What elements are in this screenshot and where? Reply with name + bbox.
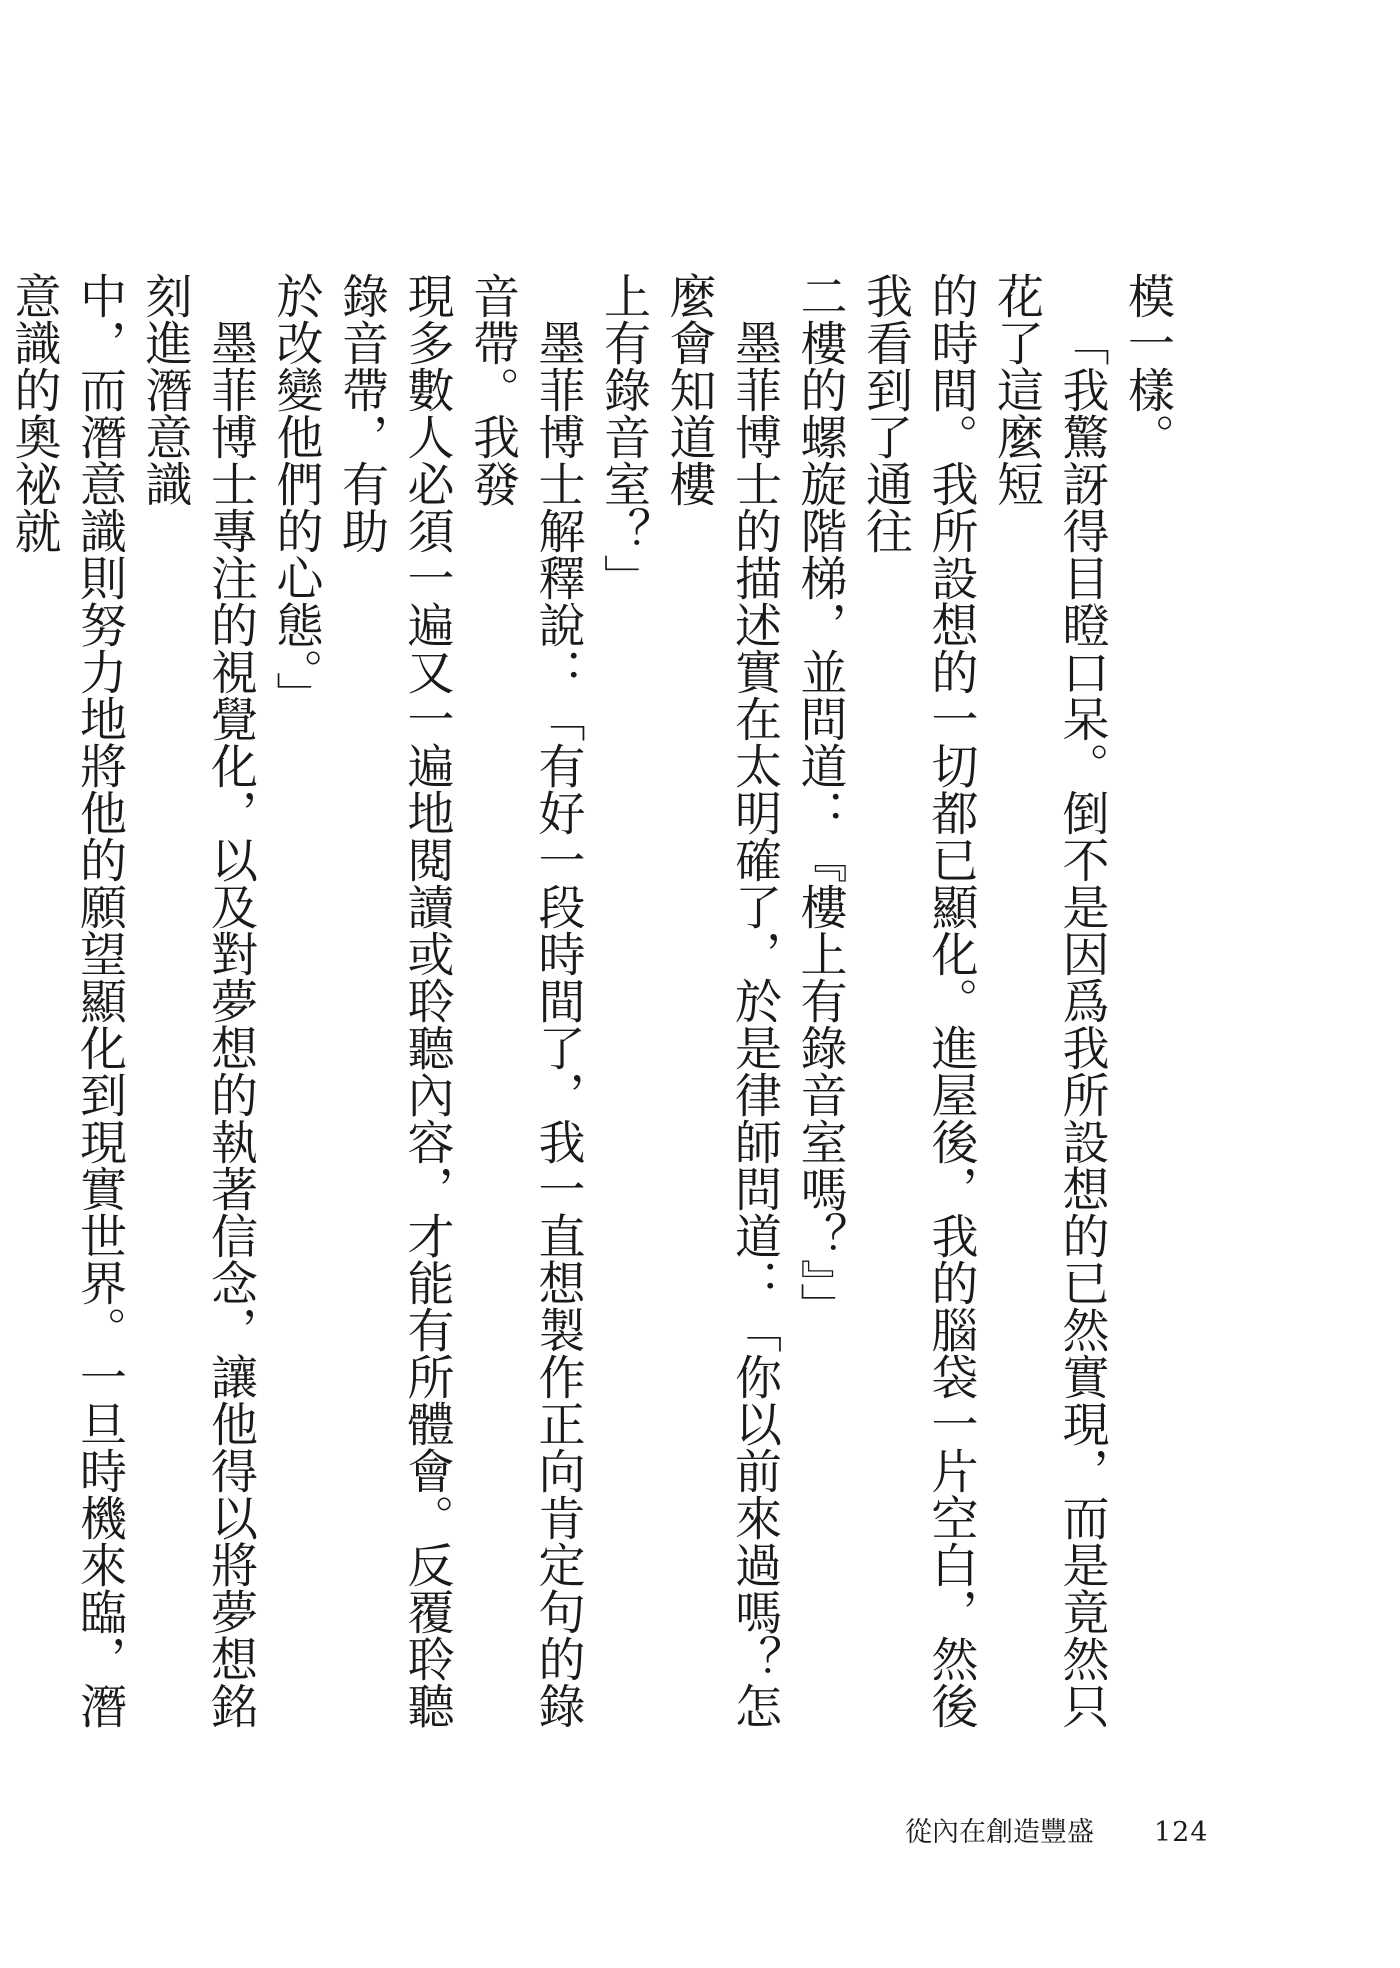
paragraph: 「我驚訝得目瞪口呆。倒不是因爲我所設想的已然實現，而是竟然只花了這麼短 的時間。我所設想的一切都已顯化。進屋後，我的腦袋一片空白，然後我看到了通往 二樓的螺旋階梯，並問道：『樓上有錄音室嗎？』」 xyxy=(792,272,1110,1729)
paragraph: 模一樣。 xyxy=(1120,272,1175,460)
page-number: 124 xyxy=(1154,1817,1209,1848)
paragraph: 墨菲博士的描述實在太明確了，於是律師問道：「你以前來過嗎？怎麼會知道樓 上有錄音室？」 xyxy=(596,272,782,1729)
running-title: 從內在創造豐盛 xyxy=(905,1817,1094,1848)
page-footer xyxy=(905,1810,1209,1849)
paragraph: 墨菲博士專注的視覺化，以及對夢想的執著信念，讓他得以將夢想銘刻進潛意識 中，而潛意識則努力地將他的願望顯化到現實世界。一旦時機來臨，潛意識的奧祕就 xyxy=(6,272,258,1729)
body-text xyxy=(0,272,1180,1772)
paragraph: 墨菲博士解釋說：「有好一段時間了，我一直想製作正向肯定句的錄音帶。我發 現多數人必須一遍又一遍地閱讀或聆聽內容，才能有所體會。反覆聆聽錄音帶，有助 於改變他們的心態。」 xyxy=(268,272,586,1729)
